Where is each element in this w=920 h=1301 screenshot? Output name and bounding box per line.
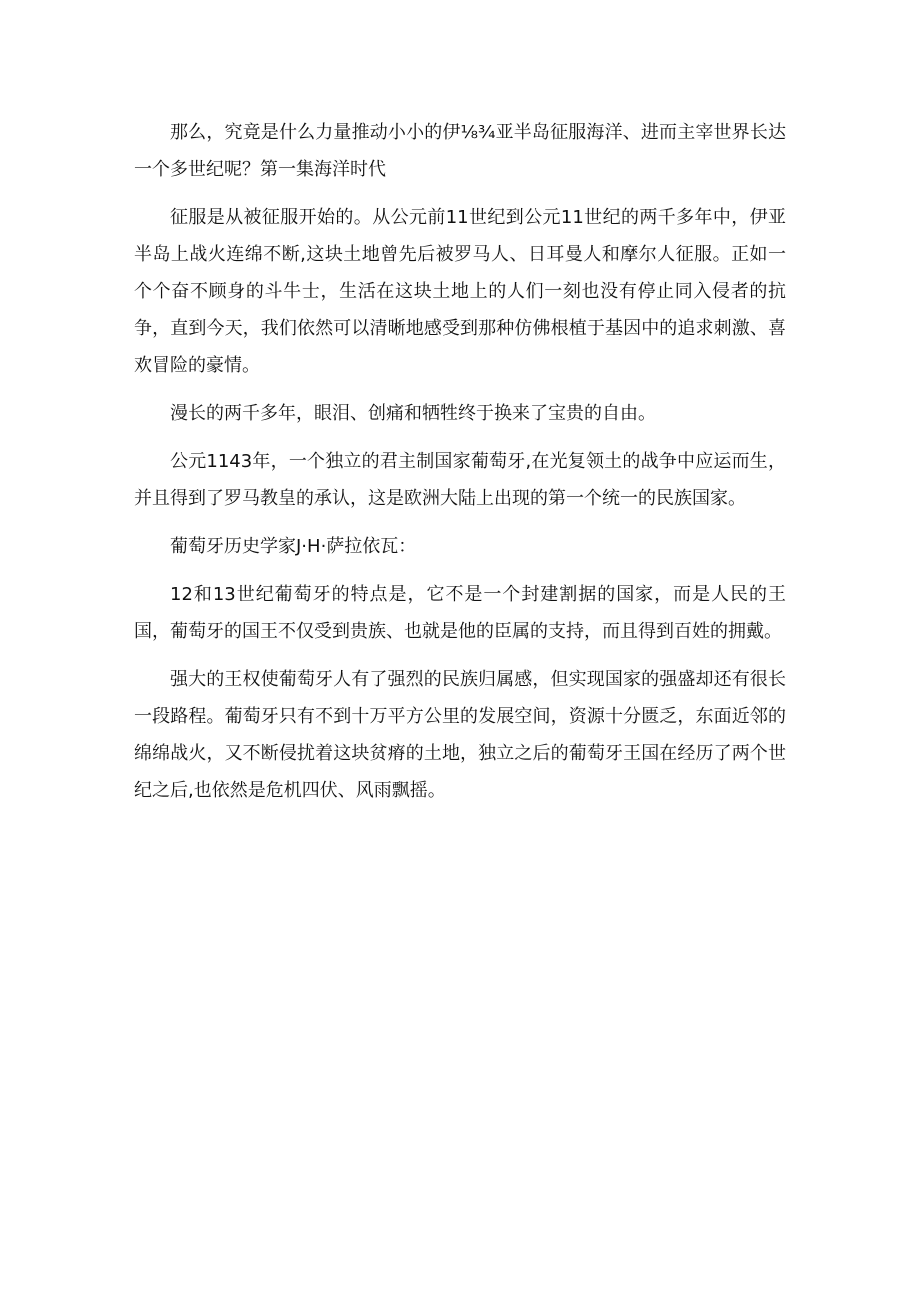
paragraph-freedom: 漫长的两千多年，眼泪、创痛和牺牲终于换来了宝贵的自由。 <box>170 403 656 424</box>
paragraph-founding-1143: 公元1143年，一个独立的君主制国家葡萄牙,在光复领土的战争中应运而生，并且得到了罗马教皇的承认，这是欧洲大陆上出现的第一个统一的民族国家。 <box>134 451 786 509</box>
paragraph-royal-power: 强大的王权使葡萄牙人有了强烈的民族归属感，但实现国家的强盛却还有很长一段路程。葡萄牙只有不到十万平方公里的发展空间，资源十分匮乏，东面近邻的绵绵战火，又不断侵扰着这块贫瘠的土地，独立之后的葡萄牙王国在经历了两个世纪之后,也依然是危机四伏、风雨飘摇。 <box>134 669 786 801</box>
paragraph-historian-quote: 12和13世纪葡萄牙的特点是，它不是一个封建割据的国家，而是人民的王国，葡萄牙的国王不仅受到贵族、也就是他的臣属的支持，而且得到百姓的拥戴。 <box>134 584 786 642</box>
paragraph-conquest-history: 征服是从被征服开始的。从公元前11世纪到公元11世纪的两千多年中，伊亚半岛上战火连绵不断,这块土地曾先后被罗马人、日耳曼人和摩尔人征服。正如一个个奋不顾身的斗牛士，生活在这块土地上的人们一刻也没有停止同入侵者的抗争，直到今天，我们依然可以清晰地感受到那种仿佛根植于基因中的追求刺激、喜欢冒险的豪情。 <box>134 207 786 376</box>
document-body <box>134 114 786 820</box>
paragraph-historian-attribution: 葡萄牙历史学家J·H·萨拉依瓦： <box>170 536 417 557</box>
paragraph-intro-question: 那么，究竟是什么力量推动小小的伊⅛¾亚半岛征服海洋、进而主宰世界长达一个多世纪呢？第一集海洋时代 <box>134 122 786 180</box>
